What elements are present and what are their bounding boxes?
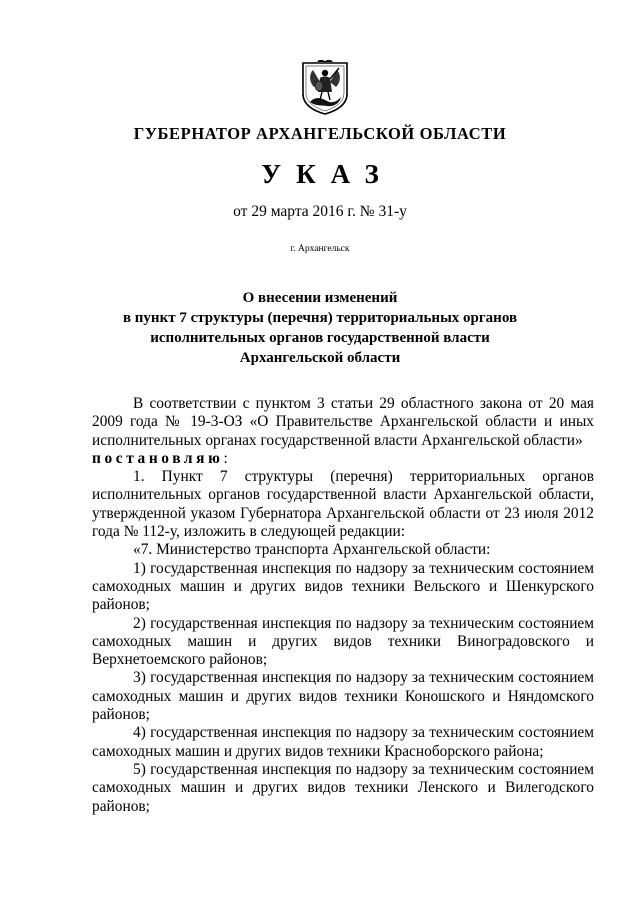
item-1-paragraph: 1. Пункт 7 структуры (перечня) территориальных органов исполнительных органов государственной власти Архангельской области, утвержденной указом Губернатора Архангельской области от 23 июля 2012 года № 112-у, изложить в следующей редакции: bbox=[92, 468, 594, 541]
title-line: исполнительных органов государственной власти bbox=[150, 330, 490, 346]
title-line: О внесении изменений bbox=[242, 290, 398, 306]
ministry-heading: «7. Министерство транспорта Архангельской области: bbox=[133, 541, 491, 559]
resolve-line bbox=[92, 450, 594, 468]
preamble-paragraph: В соответствии с пунктом 3 статьи 29 областного закона от 20 мая 2009 года № 19-3-ОЗ «О Правительстве Архангельской области и иных исполнительных органах государственной власти Архангельской области» bbox=[92, 395, 594, 449]
title-line: в пункт 7 структуры (перечня) территориальных органов bbox=[122, 310, 518, 326]
document-type: УКАЗ bbox=[261, 159, 394, 189]
document-body bbox=[92, 395, 594, 816]
arkhangelsk-coat-of-arms-icon bbox=[300, 60, 350, 116]
sub-item-paragraph: 5) государственная инспекция по надзору за техническим состоянием самоходных машин и других видов техники Ленского и Вилегодского районов; bbox=[92, 760, 594, 815]
sub-item-paragraph: 3) государственная инспекция по надзору за техническим состоянием самоходных машин и других видов техники Коношского и Няндомского районов; bbox=[92, 669, 594, 724]
place-of-issue: г. Архангельск bbox=[290, 244, 350, 254]
document-title bbox=[0, 288, 640, 368]
sub-item-paragraph: 2) государственная инспекция по надзору за техническим состоянием самоходных машин и других видов техники Виноградовского и Верхнетоемского районов; bbox=[92, 614, 594, 669]
issuing-authority: ГУБЕРНАТОР АРХАНГЕЛЬСКОЙ ОБЛАСТИ bbox=[133, 124, 507, 143]
sub-item-paragraph: 1) государственная инспекция по надзору за техническим состоянием самоходных машин и других видов техники Вельского и Шенкурского районов; bbox=[92, 559, 594, 614]
document-date-number: от 29 марта 2016 г. № 31-у bbox=[233, 203, 407, 220]
title-line: Архангельской области bbox=[239, 350, 401, 366]
resolve-word: постановляю bbox=[92, 449, 224, 467]
sub-item-paragraph: 4) государственная инспекция по надзору за техническим состоянием самоходных машин и других видов техники Красноборского района; bbox=[92, 724, 594, 760]
resolve-colon: : bbox=[223, 449, 228, 467]
